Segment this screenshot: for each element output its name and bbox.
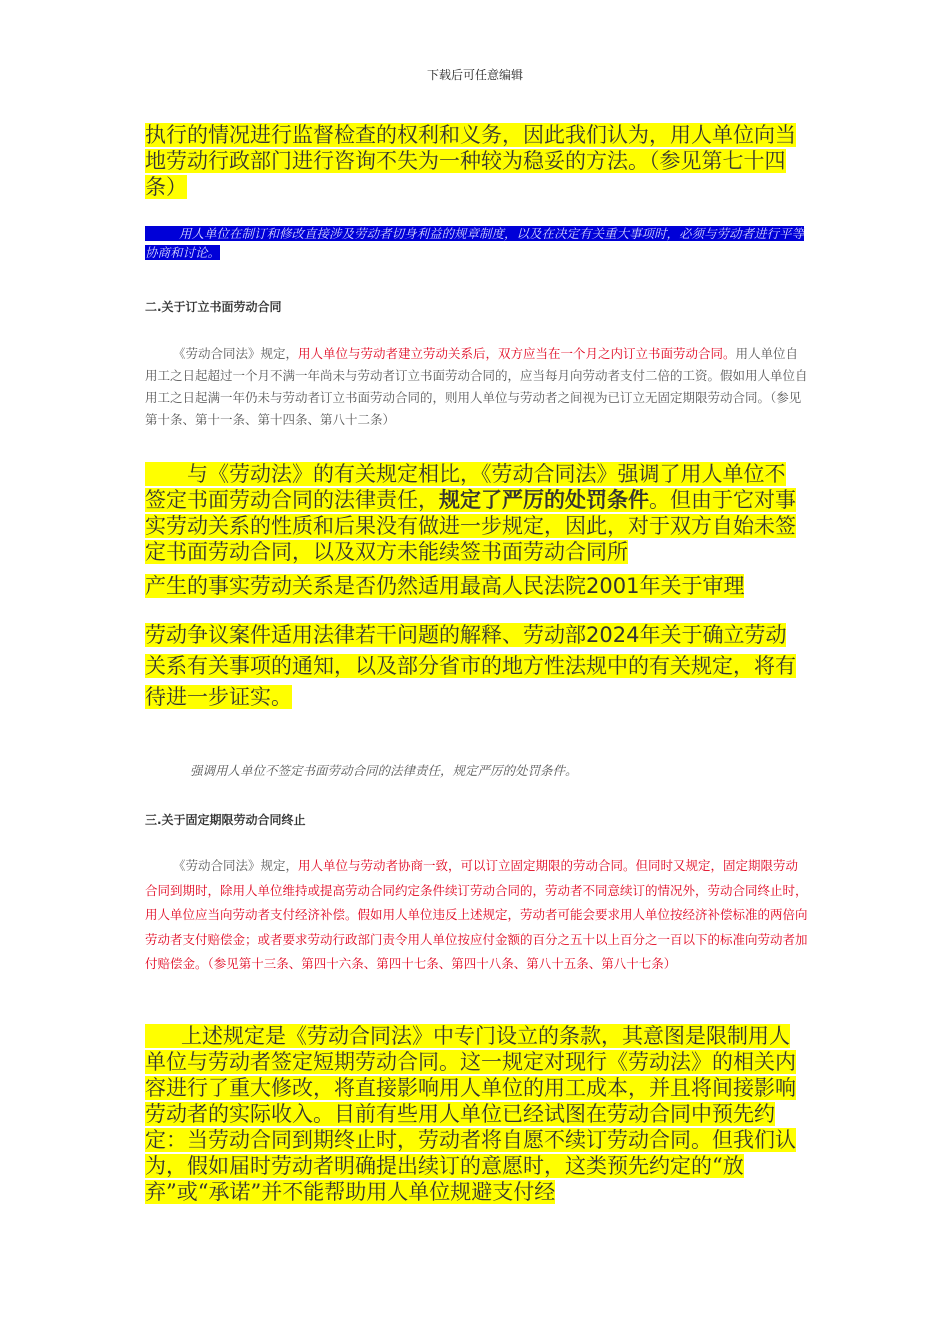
analysis-text: 上述规定是《劳动合同法》中专门设立的条款，其意图是限制用人单位与劳动者签定短期劳动合同。这一规定对现行《劳动法》的相关内容进行了重大修改，将直接影响用人单位的用工成本，并且将间接影响劳动者的实际收入。目前有些用人单位已经试图在劳动合同中预先约定：当劳动合同到期终止时，劳动者将自愿不续订劳动合同。但我们认为，假如届时劳动者明确提出续订的意愿时，这类预先约定的“放弃”或“承诺”并不能帮助用人单位规避支付经	[145, 1024, 796, 1204]
liability-text-cont: 。但由于它对事实劳动关系的性质和后果没有做进一步规定，因此，对于双方自始未签定书面劳动合同，以及双方未能续签书面劳动合同所	[145, 488, 796, 564]
court-text-end: 年关于审理	[639, 574, 745, 598]
red-fixed-term-text: 用人单位与劳动者协商一致，可以订立固定期限的劳动合同。但同时又规定，固定期限劳动合同到期时，除用人单位维持或提高劳动合同约定条件续订劳动合同的，劳动者不同意续订的情况外，劳动合同终止时，用人单位应当向劳动者支付经济补偿。假如用人单位违反上述规定，劳动者可能会要求用人单位按经济补偿标准的两倍向劳动者支付赔偿金；或者要求劳动行政部门责令用人单位按应付金额的百分之五十以上百分之一百以下的标准向劳动者加付赔偿金。（参见第十三条、第四十六条、第四十七条、第四十八条、第八十五条、第八十七条）	[145, 858, 808, 971]
caption-note: 强调用人单位不签定书面劳动合同的法律责任，规定严厉的处罚条件。	[190, 763, 578, 778]
paragraph-line-supreme-court	[145, 570, 800, 602]
year-2024: 2024	[586, 623, 640, 647]
dispute-text: 劳动争议案件适用法律若干问题的解释、劳动部	[145, 623, 586, 647]
paragraph-labor-dispute	[145, 620, 800, 713]
paragraph-written-contract-rule	[145, 343, 810, 431]
law-lead-text: 《劳动合同法》规定，	[173, 346, 299, 361]
court-text: 产生的事实劳动关系是否仍然适用最高人民法院	[145, 574, 586, 598]
paragraph-legal-liability	[145, 461, 800, 565]
paragraph-consultation	[145, 122, 800, 200]
blue-highlight-note	[145, 224, 805, 262]
highlighted-text: 执行的情况进行监督检查的权利和义务，因此我们认为，用人单位向当地劳动行政部门进行咨询不失为一种较为稳妥的方法。（参见第七十四条）	[145, 123, 796, 199]
red-rule-text: 用人单位与劳动者建立劳动关系后，双方应当在一个月之内订立书面劳动合同。	[298, 346, 736, 361]
section-heading-written-contract: 二.关于订立书面劳动合同	[145, 300, 282, 314]
rule-detail-text: 用人单位自用工之日起超过一个月不满一年尚未与劳动者订立书面劳动合同的，应当每月向劳动者支付二倍的工资。假如用人单位自用工之日起满一年仍未与劳动者订立书面劳动合同的，则用人单位与劳动者之间视为已订立无固定期限劳动合同。（参见第十条、第十一条、第十四条、第八十二条）	[145, 346, 808, 427]
page-header: 下载后可任意编辑	[426, 68, 523, 82]
liability-text: 与《劳动法》的有关规定相比，《劳动合同法》强调了用人单位不签定书面劳动合同的法律责任，	[145, 462, 786, 512]
year-2001: 2001	[586, 574, 640, 598]
bold-emphasis: 规定了严厉的处罚条件	[439, 487, 649, 512]
dispute-text-rest: 年关于确立劳动关系有关事项的通知，以及部分省市的地方性法规中的有关规定，将有待进一步证实。	[145, 623, 796, 709]
paragraph-fixed-term-rule	[145, 854, 810, 977]
section-heading-fixed-term: 三.关于固定期限劳动合同终止	[145, 813, 306, 827]
law-lead-text-2: 《劳动合同法》规定，	[173, 858, 299, 873]
paragraph-fixed-term-analysis	[145, 1023, 800, 1205]
blue-note-text: 用人单位在制订和修改直接涉及劳动者切身利益的规章制度，以及在决定有关重大事项时，必须与劳动者进行平等协商和讨论。	[145, 226, 805, 260]
